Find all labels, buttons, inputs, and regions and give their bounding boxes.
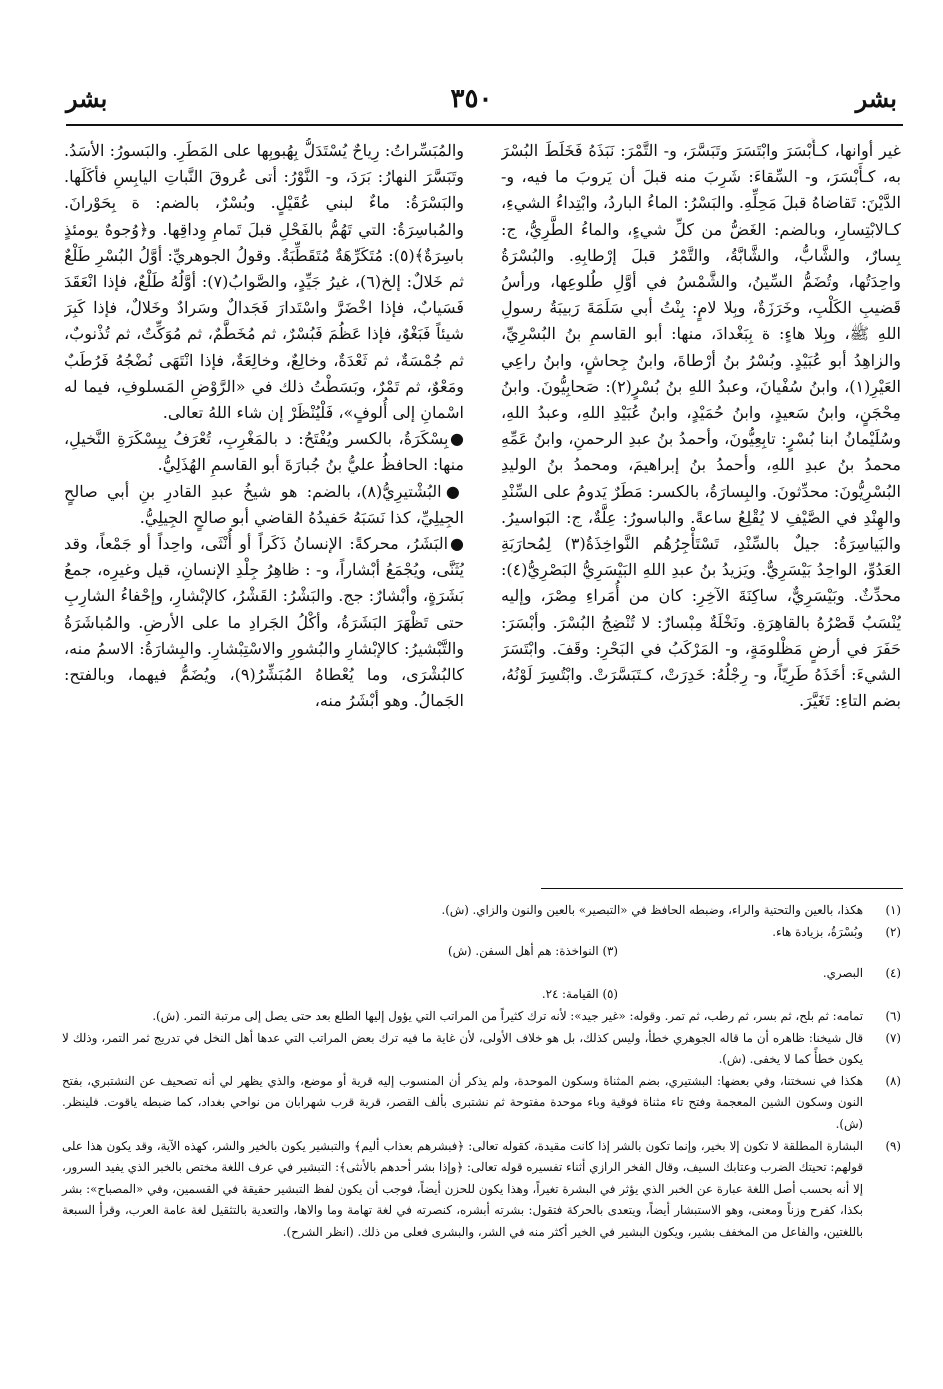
footnote <box>62 984 901 1006</box>
footnote <box>62 1136 901 1244</box>
header-rule <box>66 124 903 126</box>
footnote-text <box>62 941 863 963</box>
footnote-text <box>62 984 863 1006</box>
footnote-rule <box>541 888 903 889</box>
column-paragraph: غير أوانها، كـأَبْسَرَ وابْتَسَرَ وتَبَسَّرَ، و- التَّمْرَ: نَبَذَهُ فَخَلَطَ البُسْرَ به، كـأَبْسَرَ، و- السِّقاءَ: شَرِبَ منه قبلَ أن يَروبَ ما فيه، و- الدَّيْنَ: تَقاضاهُ قبلَ مَحِلِّهِ. والبَسْرُ: الماءُ الباردُ، وابْتِداءُ الشيءِ، كـالابْتِسارِ، وبالضم: الغَضُّ من كلِّ شيءٍ، والماءُ الطَّرِيُّ، ج: بِسارٌ، والشَّابُّ، والشَّابَّةُ، والتَّمْرُ قبلَ إرْطابِهِ. والبُسْرَةُ واحِدَتُها، وتُضَمُّ السِّينُ، والشَّمْسُ في أوَّلِ طُلوعِها، ورأسُ قَضيبِ الكَلْبِ، وخَرَزَةٌ، وبِلا لامٍ: بِنْتُ أبي سَلَمَةَ رَبيبَةُ رسولِ اللهِ ﷺ، وبِلا هاءٍ: ة بِبَغْدادَ، منها: أبو القاسمِ بنُ البُسْرِيِّ، والزاهِدُ أبو عُبَيْدٍ. وبُسْرُ بنُ أرْطاةَ، وابنُ جِحاشٍ، وابنُ راعِي العَيْرِ(١)، وابنُ سُفْيانَ، وعبدُ اللهِ بنُ بُسْرٍ(٢): صَحابِيُّونَ. وابنُ مِحْجَنٍ، وابنُ سَعيدٍ، وابنُ حُمَيْدٍ، وابنُ عُبَيْدِ اللهِ، وعبدُ اللهِ، وسُلَيْمانُ ابنا بُسْرٍ: تابِعِيُّونَ، وأحمدُ بنُ عبدِ الرحمنِ، وابنُ عَمِّهِ محمدُ بنُ عبدِ اللهِ، وأحمدُ بنُ إبراهيمَ، ومحمدُ بنُ الوليدِ البُسْرِيُّونَ: محدِّثونَ. والبِسارَةُ، بالكسر: مَطَرٌ يَدومُ على السِّنْدِ والهِنْدِ في الصَّيْفِ لا يُقْلِعُ ساعةً. والباسورُ: عِلَّةٌ، ج: البَواسيرُ. والبَياسِرَةُ: جيلٌ بالسِّنْدِ، تَسْتَأْجِرُهُم النَّواخِذَةُ(٣) لِمُحارَبَةِ العَدُوِّ، الواحِدُ بَيْسَرِيٌّ. ويَزيدُ بنُ عبدِ اللهِ البَيْسَرِيُّ البَصْرِيُّ(٤): محدِّثٌ. وبَيْسَرِيٌّ، ساكِنَةَ الآخِرِ: كان من أُمَراءِ مِصْرَ، وإليه يُنْسَبُ قَصْرُهُ بالقاهِرَةِ. ونَخْلَةٌ مِبْسارٌ: لا تُنْضِجُ البُسْرَ. وأبْسَرَ: حَفَرَ في أرضٍ مَظْلومَةٍ، و- المَرْكَبُ في البَحْرِ: وقَفَ. وابْتَسَرَ الشيءَ: أخَذَهُ طَرِيّاً، و- رِجْلُهُ: خَدِرَتْ، كـتَبَسَّرَتْ. وابْتُسِرَ لَوْنُهُ، بضم التاءِ: تَغَيَّرَ. <box>501 141 901 711</box>
footnote-text: هكذا في نسختنا، وفي بعضها: البشتيري، بضم المثناة وسكون الموحدة، ولم يذكر أن المنسوب إليه قرية أو موضع، والذي يظهر لي أنه تصحيف عن النشتبري، بفتح النون وسكون الشين المعجمة وفتح تاء مثناة فوقية وباء موحدة مفتوحة ثم نشتبرى بألف القصر، قرية قرب شهرابان من نواحي بغداد، كما ضبطه ياقوت. فلينظر. (ش). <box>62 1073 863 1131</box>
footnote-number <box>863 941 901 963</box>
left-column <box>64 138 464 876</box>
page-number: ٣٥٠ <box>450 84 493 114</box>
entry-bashar: ●البَشَرُ، محركةً: الإنسانُ ذَكَراً أو أُنْثَى، واحِداً أو جَمْعاً، وقد يُثَنَّى، ويُجْمَعُ أبْشاراً، و- : ظاهِرُ جِلْدِ الإنسانِ، قيل وغيرِه، جمعُ بَشَرَةٍ، وأبْشارٌ: جج. والبَشْرُ: القَشْرُ، كالإبْشارِ، وإحْفاءُ الشارِبِ حتى تَظْهَرَ البَشَرَةُ، وأكْلُ الجَرادِ ما على الأرضِ. والمُباشَرَةُ والتَّبْشيرُ: كالإبْشارِ والبُشورِ والاسْتِبْشارِ. والبِشارَةُ: الاسمُ منه، كالبُشْرَى، وما يُعْطاهُ المُبَشِّرُ(٩)، ويُضَمُّ فيهما، وبالفتح: الجَمالُ. وهو أبْشَرُ منه، <box>64 534 464 711</box>
footnote <box>62 900 901 922</box>
column-paragraph: والمُبَسِّراتُ: رِياحٌ يُسْتَدَلُّ بِهُبوبِها على المَطَرِ. والبَسورُ: الأسَدُ. وتَبَسَّرَ النهارُ: بَرَدَ، و- النَّوْرُ: أتى عُروقَ النَّباتِ اليابِسِ فأكَلَها. والبَسْرَةُ: ماءٌ لبني عُقَيْلٍ. وبُسْرٌ، بالضم: ة بِحَوْرانَ. والمُباسِرَةُ: التي تَهُمُّ بالفَحْلِ قبلَ تَمامِ وِداقِها. و﴿وُجوهٌ يومئذٍ باسِرَةٌ﴾(٥): مُتَكَرِّهَةٌ مُتَقَطِّبَةٌ. وقولُ الجوهريِّ: أوَّلُ البُسْرِ طَلْعٌ ثم خَلالٌ: إلخ(٦)، غيرُ جَيِّدٍ، والصَّوابُ(٧): أوَّلُهُ طَلْعٌ، فإذا انْعَقَدَ فَسَيابٌ، فإذا اخْضَرَّ واسْتَدارَ فَجَدالٌ وسَرادٌ وخَلالٌ، فإذا كَبِرَ شيئاً فَبَغْوٌ، فإذا عَظُمَ فَبُسْرٌ، ثم مُخَطَّمٌ، ثم مُوَكِّتٌ، ثم تُذْنوبٌ، ثم جُمْسَةٌ، ثم ثَعْدَةٌ، وخالِعٌ، وخالِعَةٌ، فإذا انْتَهَى نُضْجُهُ فَرُطَبٌ ومَعْوٌ، ثم تَمْرٌ، وبَسَطْتُ ذلك في «الرَّوْضِ المَسلوفِ، فيما له اسْمانِ إلى أُلوفٍ»، فَلْيُنْظَرْ إن شاء اللهُ تعالى. <box>64 141 464 423</box>
footnote-text: النواخذة: هم أهل السفن. (ش) <box>448 944 599 959</box>
footnote-number: (٧) <box>885 1030 901 1045</box>
footnote <box>62 922 901 944</box>
footnote-text: تمامه: ثم بلح، ثم بسر، ثم رطب، ثم تمر. وقوله: «غير جيد»: لأنه ترك كثيراً من المراتب التي يؤول إليها الطلع بعد حتى يصل إلى مرتبة التمر. (ش). <box>152 1008 863 1023</box>
footnote-number: (٣) <box>602 944 618 959</box>
footnote-text: البصري. <box>822 965 863 980</box>
footnote-text: البشارة المطلقة لا تكون إلا بخير، وإنما تكون بالشر إذا كانت مقيدة، كقوله تعالى: ﴿فبشرهم بعذاب أليم﴾ والتبشير يكون بالخير والشر، كهذه الآية، وقد يكون هذا على قولهم: تحيتك الضرب وعتابك السيف، وقال الفخر الرازي أثناء تفسيره قوله تعالى: ﴿وإذا بشر أحدهم بالأنثى﴾: التبشير في عرف اللغة مختص بالخبر الذي يفيد السرور، إلا أنه بحسب أصل اللغة عبارة عن الخبر الذي يؤثر في البشرة تغيراً، وهذا يكون للحزن أيضاً، فوجب أن يكون لفظ التبشير حقيقة في القسمين، وفي «المصباح»: بشر بكذا، كفرح وزناً ومعنى، وهو الاستبشار أيضاً، ويتعدى بالحركة فتقول: بشرته أبشره، كنصرته في لغة تهامة وما والاها، والتعدية بالتثقيل لغة عامة العرب، وقرأ السبعة باللغتين، والفاعل من المخفف بشير، ويكون البشير في الخير أكثر منه في الشر، والبشرى فعلى من ذلك. (انظر الشرح). <box>62 1138 863 1239</box>
right-column <box>501 138 901 876</box>
entry-bushtiri: ●البُشْتيرِيُّ(٨)، بالضم: هو شيخُ عبدِ القادرِ بنِ أبي صالحٍ الجِيلِيِّ، كذا نَسَبَهُ حَفيدُهُ القاضي أبو صالحٍ الجِيلِيُّ. <box>64 481 464 527</box>
footnote-text: القيامة: ٢٤. <box>541 987 599 1002</box>
entry-biskara: ●بِسْكَرَةُ، بالكسر ويُفْتَحُ: د بالمَغْرِبِ، تُعْرَفُ بِبِسْكَرَةِ النَّخيلِ، منها: الحافظُ عليُّ بنُ جُبارَةَ أبو القاسمِ الهُذَلِيُّ. <box>64 429 464 475</box>
footnote <box>62 1071 901 1136</box>
running-head-right: بشر <box>855 84 897 113</box>
footnote-number: (٦) <box>885 1008 901 1023</box>
footnote-number: (٢) <box>885 924 901 939</box>
footnote <box>62 1006 901 1028</box>
footnote <box>62 963 901 985</box>
running-head-left: بشر <box>66 84 108 113</box>
footnote-number: (٤) <box>885 965 901 980</box>
footnote-text: هكذا، بالعين والتحتية والراء، وضبطه الحافظ في «التبصير» بالعين والنون والزاي. (ش). <box>441 903 863 917</box>
footnote-text: قال شيخنا: ظاهره أن ما قاله الجوهري خطأ، وليس كذلك، بل هو خلاف الأولى، لأن غاية ما فيه ترك بعض المراتب التي عدها أهل النخل في تدريج ثمر التمر، وذلك لا يكون خطأً كما لا يخفى. (ش). <box>62 1030 863 1067</box>
footnote-number: (٥) <box>602 987 618 1002</box>
footnote-number: (١) <box>885 903 901 917</box>
footnotes <box>62 900 901 1244</box>
footnote-number: (٨) <box>885 1073 901 1088</box>
footnote-number <box>863 984 901 1006</box>
footnote-number: (٩) <box>885 1138 901 1153</box>
footnote <box>62 941 901 963</box>
footnote <box>62 1028 901 1071</box>
footnote-text: وبُسْرَةُ، بزيادة هاء. <box>772 924 863 939</box>
